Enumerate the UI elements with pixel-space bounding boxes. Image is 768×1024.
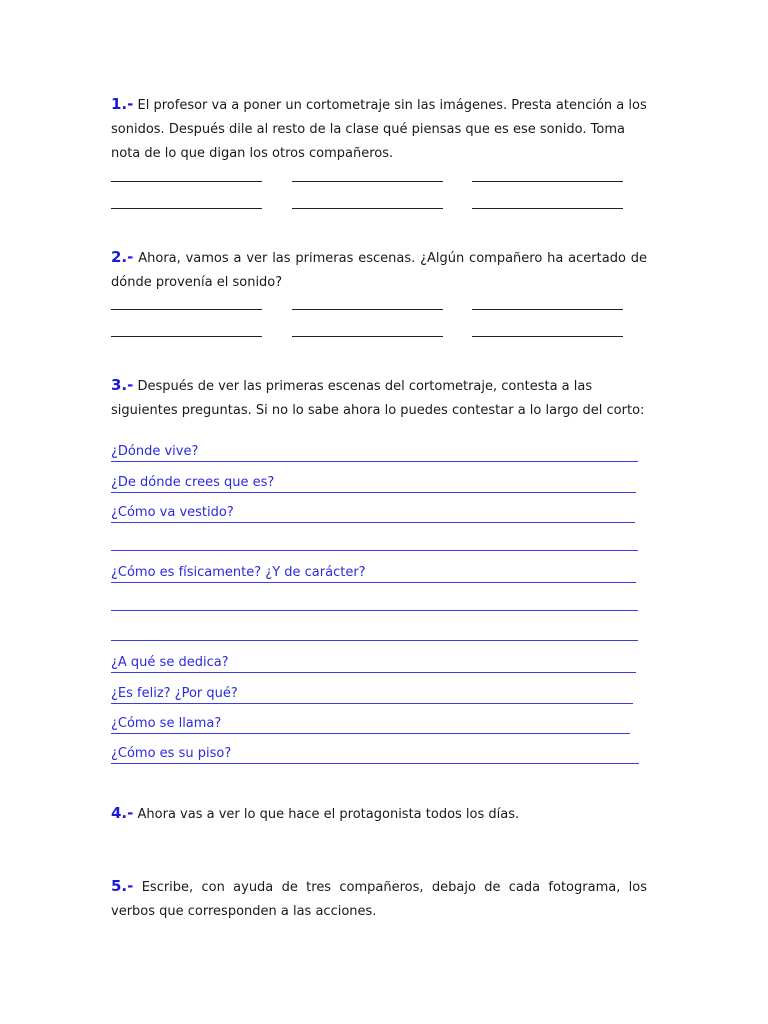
answer-blank[interactable] — [472, 309, 623, 310]
question-2-text: Ahora, vamos a ver las primeras escenas. ¿Algún compañero ha acertado de dónde provenía el sonido? — [111, 251, 648, 290]
question-3-item[interactable] — [111, 716, 641, 734]
question-3-item-label: ¿Es feliz? ¿Por qué? — [111, 686, 241, 701]
question-3-item[interactable] — [111, 565, 641, 583]
answer-line[interactable] — [111, 733, 630, 734]
answer-line[interactable] — [111, 672, 636, 673]
question-3-item-label: ¿De dónde crees que es? — [111, 475, 277, 490]
question-3-item[interactable] — [111, 686, 641, 704]
question-4-number: 4.- — [111, 804, 134, 822]
answer-line[interactable] — [111, 492, 636, 493]
answer-blanks-row — [111, 309, 647, 310]
question-4-text: Ahora vas a ver lo que hace el protagonista todos los días. — [137, 807, 520, 822]
answer-blank[interactable] — [472, 336, 623, 337]
answer-blank[interactable] — [111, 309, 262, 310]
answer-line[interactable] — [111, 703, 633, 704]
question-1 — [111, 92, 647, 166]
answer-line[interactable] — [111, 461, 638, 462]
question-2-number: 2.- — [111, 248, 134, 266]
question-3-item[interactable] — [111, 475, 641, 493]
question-3-item-label: ¿Cómo es físicamente? ¿Y de carácter? — [111, 565, 369, 580]
answer-blank[interactable] — [111, 336, 262, 337]
question-3-text: Después de ver las primeras escenas del cortometraje, contesta a las siguientes preguntas. Si no lo sabe ahora lo puedes contestar a lo largo del corto: — [111, 379, 645, 418]
question-3-item-label: ¿Cómo se llama? — [111, 716, 224, 731]
answer-blank[interactable] — [292, 336, 443, 337]
answer-line[interactable] — [111, 582, 636, 583]
question-3-item[interactable] — [111, 746, 641, 764]
question-3-item-label: ¿Cómo es su piso? — [111, 746, 234, 761]
answer-blanks-row — [111, 336, 647, 337]
question-5-number: 5.- — [111, 877, 134, 895]
answer-line[interactable] — [111, 640, 638, 641]
question-3-item-label: ¿A qué se dedica? — [111, 655, 232, 670]
answer-line[interactable] — [111, 550, 638, 551]
question-3-item[interactable] — [111, 655, 641, 673]
answer-blank[interactable] — [111, 181, 262, 182]
question-3-item-label: ¿Dónde vive? — [111, 444, 201, 459]
answer-blank[interactable] — [472, 181, 623, 182]
answer-blank[interactable] — [292, 208, 443, 209]
question-1-number: 1.- — [111, 95, 134, 113]
question-5-text: Escribe, con ayuda de tres compañeros, debajo de cada fotograma, los verbos que corresponden a las acciones. — [111, 880, 647, 919]
answer-line[interactable] — [111, 610, 638, 611]
answer-line[interactable] — [111, 522, 635, 523]
answer-blank[interactable] — [292, 181, 443, 182]
question-3-item-label: ¿Cómo va vestido? — [111, 505, 237, 520]
answer-line[interactable] — [111, 763, 639, 764]
question-3-number: 3.- — [111, 376, 134, 394]
question-2 — [111, 245, 647, 295]
question-3 — [111, 373, 647, 423]
answer-blanks-row — [111, 208, 647, 209]
question-1-text: El profesor va a poner un cortometraje sin las imágenes. Presta atención a los sonidos. Después dile al resto de la clase qué piensas que es ese sonido. Toma nota de lo que digan los otros compañeros. — [111, 98, 647, 161]
answer-blank[interactable] — [292, 309, 443, 310]
question-5 — [111, 874, 647, 924]
question-3-item[interactable] — [111, 505, 641, 523]
question-4 — [111, 801, 647, 827]
answer-blank[interactable] — [472, 208, 623, 209]
answer-blanks-row — [111, 181, 647, 182]
question-3-item[interactable] — [111, 444, 641, 462]
answer-blank[interactable] — [111, 208, 262, 209]
